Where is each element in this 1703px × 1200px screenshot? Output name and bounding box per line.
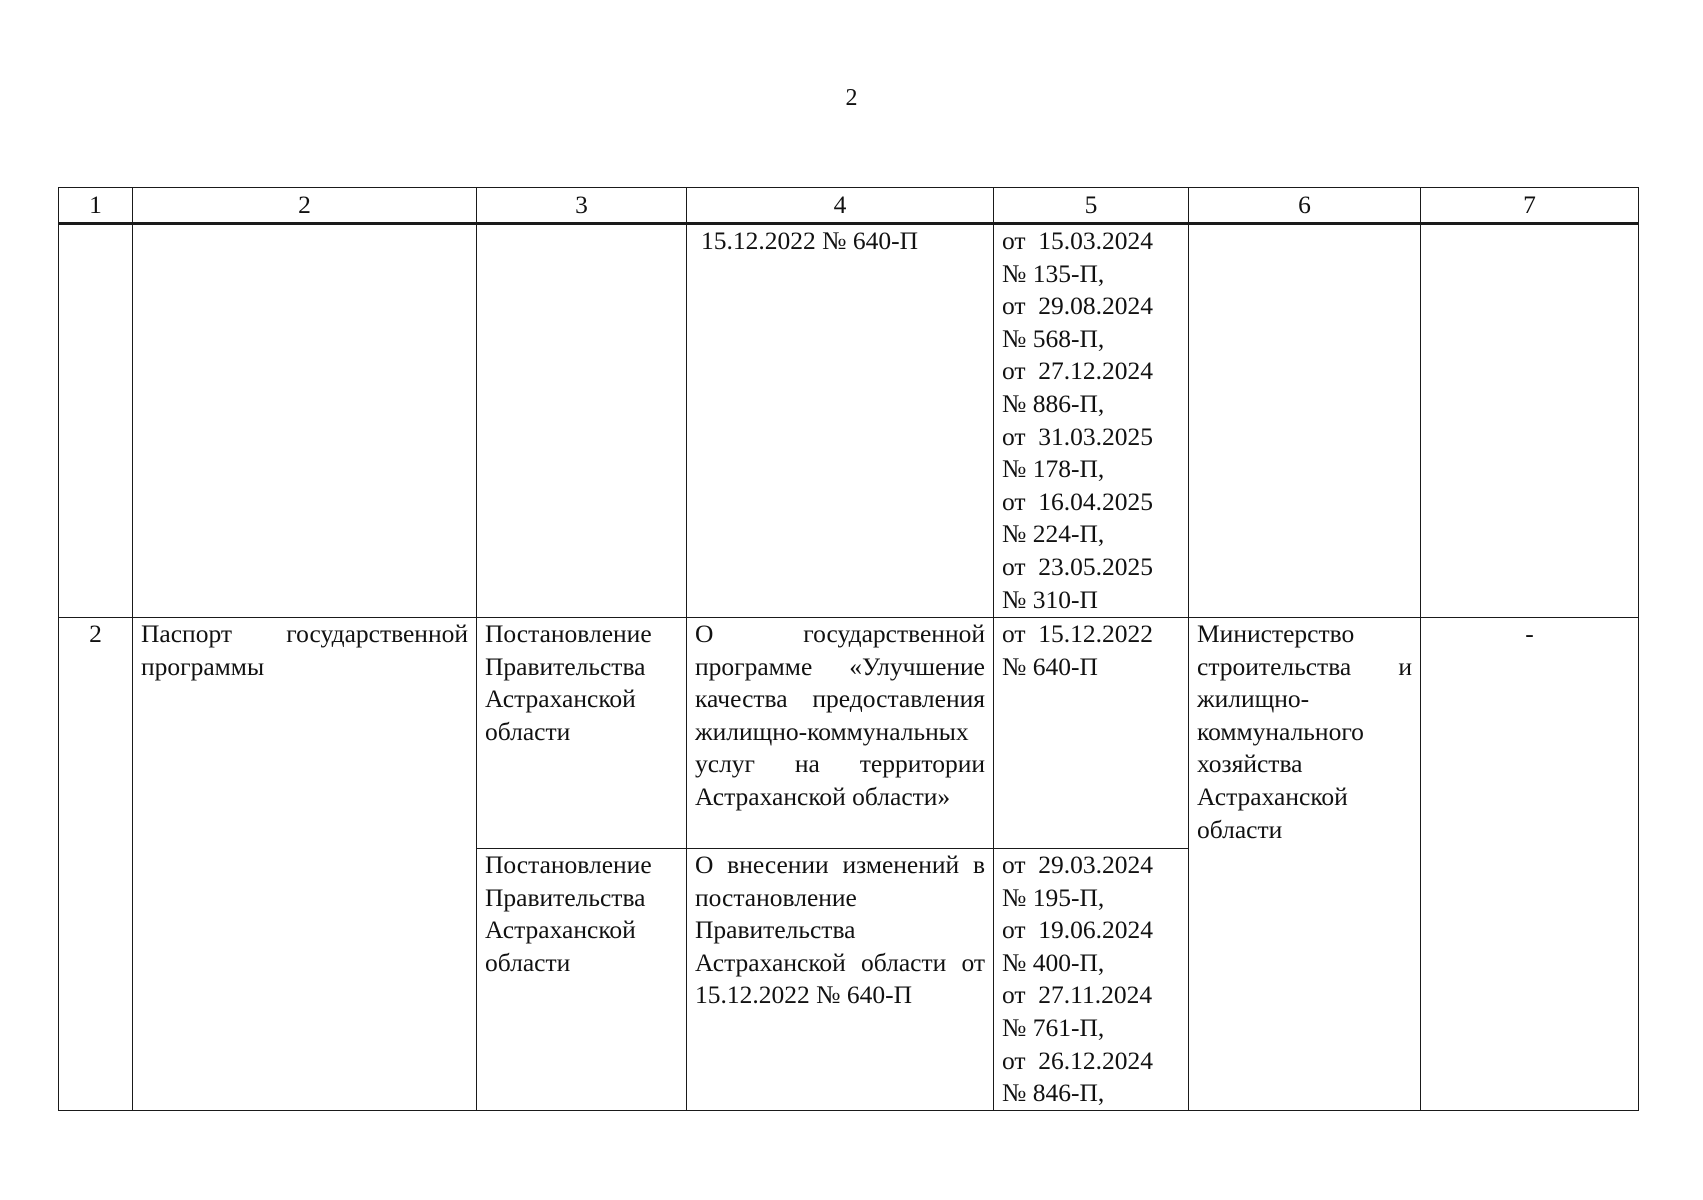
column-header: 5 xyxy=(994,188,1189,224)
cell-empty xyxy=(1421,224,1639,618)
date-line: № 224-П, xyxy=(1002,519,1105,549)
cell-empty xyxy=(133,224,477,618)
date-line: № 846-П, xyxy=(1002,1078,1105,1108)
registry-table xyxy=(58,187,1639,1111)
date-line: от 26.12.2024 xyxy=(1002,1045,1154,1075)
date-line: № 640-П xyxy=(1002,651,1098,681)
cell-act-type: Постановление Правительства Астраханской области xyxy=(477,618,687,849)
cell-act-title: О внесении изменений в постановление Правительства Астраханской области от 15.12.2022 № 640-П xyxy=(687,849,994,1111)
column-header: 6 xyxy=(1189,188,1421,224)
date-line: от 27.12.2024 xyxy=(1002,356,1154,386)
column-header: 4 xyxy=(687,188,994,224)
cell-act-dates xyxy=(994,224,1189,618)
date-line: от 27.11.2024 xyxy=(1002,980,1153,1010)
column-header: 1 xyxy=(59,188,133,224)
date-line: № 310-П xyxy=(1002,584,1098,614)
column-header: 7 xyxy=(1421,188,1639,224)
date-line: от 15.12.2022 xyxy=(1002,619,1154,648)
date-line: от 16.04.2025 xyxy=(1002,486,1154,516)
cell-executor: Министерство строительства и жилищно-коммунального хозяйства Астраханской области xyxy=(1189,618,1421,1111)
table-row xyxy=(59,618,1639,849)
column-header: 2 xyxy=(133,188,477,224)
act-title-text: 15.12.2022 № 640-П xyxy=(701,226,918,255)
date-line: от 31.03.2025 xyxy=(1002,421,1154,451)
document-name-text: Паспорт государственной программы xyxy=(141,619,468,681)
table-header xyxy=(59,188,1639,224)
cell-empty xyxy=(1189,224,1421,618)
date-line: № 178-П, xyxy=(1002,454,1105,484)
table-row-continuation xyxy=(59,224,1639,618)
cell-act-dates xyxy=(994,849,1189,1111)
cell-act-type: Постановление Правительства Астраханской области xyxy=(477,849,687,1111)
date-line: № 135-П, xyxy=(1002,258,1105,288)
cell-note: - xyxy=(1421,618,1639,1111)
cell-empty xyxy=(477,224,687,618)
cell-act-title: О государственной программе «Улучшение качества предоставления жилищно-коммунальных услуг на территории Астраханской области» xyxy=(687,618,994,849)
date-line: от 15.03.2024 xyxy=(1002,226,1154,255)
date-line: № 568-П, xyxy=(1002,323,1105,353)
date-line: от 23.05.2025 xyxy=(1002,551,1154,581)
cell-row-number: 2 xyxy=(59,618,133,1111)
date-line: от 19.06.2024 xyxy=(1002,915,1154,945)
date-line: от 29.03.2024 xyxy=(1002,850,1154,879)
page-number: 2 xyxy=(845,85,858,111)
date-line: от 29.08.2024 xyxy=(1002,291,1154,321)
cell-act-title xyxy=(687,224,994,618)
date-line: № 400-П, xyxy=(1002,947,1105,977)
date-line: № 195-П, xyxy=(1002,882,1105,912)
cell-document-name xyxy=(133,618,477,1111)
cell-empty xyxy=(59,224,133,618)
date-line: № 886-П, xyxy=(1002,388,1105,418)
date-line: № 761-П, xyxy=(1002,1012,1105,1042)
column-header: 3 xyxy=(477,188,687,224)
cell-act-dates xyxy=(994,618,1189,849)
